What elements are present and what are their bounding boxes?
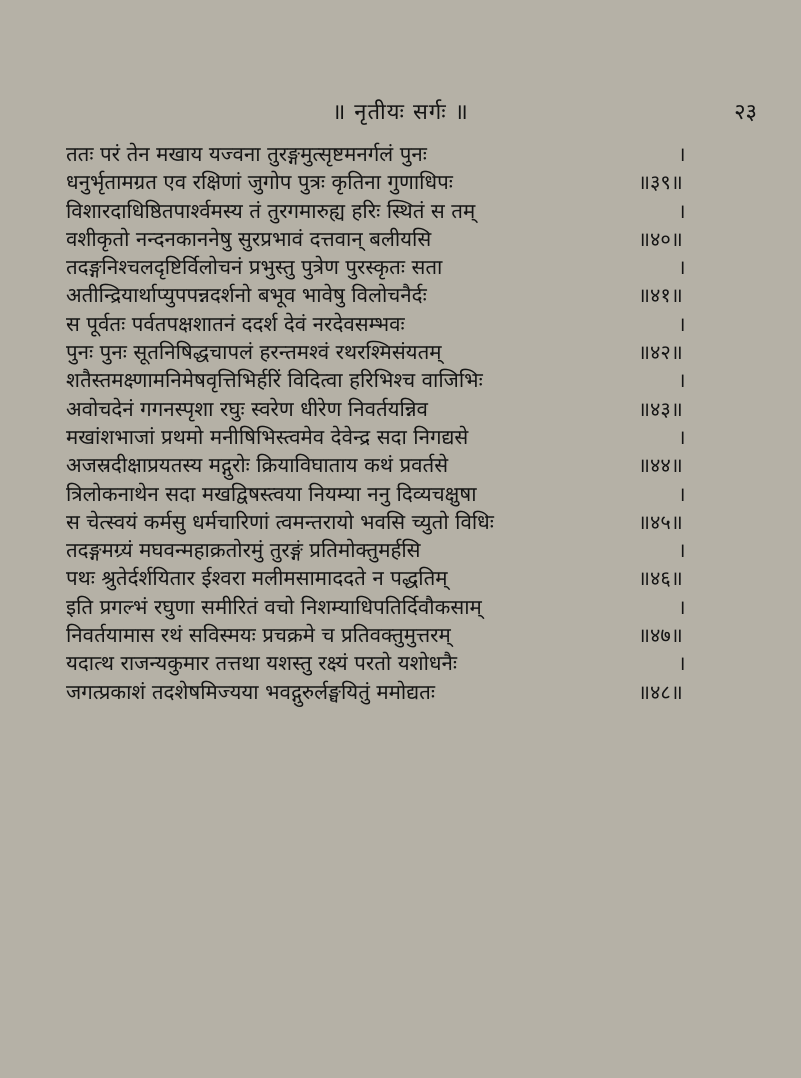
verse-text: अतीन्द्रियार्थाप्युपपन्नदर्शनो बभूव भावेषु विलोचनैर्दः bbox=[66, 283, 427, 308]
verse-line bbox=[66, 253, 756, 281]
verse-text: तदङ्गनिश्चलदृष्टिर्विलोचनं प्रभुस्तु पुत्रेण पुरस्कृतः सता bbox=[66, 255, 443, 280]
verse-number: ॥३९॥ bbox=[638, 170, 683, 195]
verse-text: स चेत्स्वयं कर्मसु धर्मचारिणां त्वमन्तरायो भवसि च्युतो विधिः bbox=[66, 509, 494, 534]
half-verse-mark: । bbox=[678, 311, 686, 336]
verse-number: ॥४१॥ bbox=[638, 283, 683, 308]
verse-text: शतैस्तमक्ष्णामनिमेषवृत्तिभिर्हरिं विदित्वा हरिभिश्च वाजिभिः bbox=[66, 368, 483, 393]
verse-line bbox=[66, 281, 756, 309]
verse-line bbox=[66, 480, 756, 508]
verse-line bbox=[66, 140, 756, 168]
verse-number: ॥४७॥ bbox=[638, 623, 683, 648]
verse-text: ततः परं तेन मखाय यज्वना तुरङ्गमुत्सृष्टमनर्गलं पुनः bbox=[66, 142, 427, 166]
half-verse-mark: । bbox=[678, 368, 686, 393]
half-verse-mark: । bbox=[678, 255, 686, 280]
verse-number: ॥४८॥ bbox=[638, 679, 683, 704]
verse-text: स पूर्वतः पर्वतपक्षशातनं ददर्श देवं नरदेवसम्भवः bbox=[66, 311, 405, 336]
half-verse-mark: । bbox=[678, 481, 686, 506]
verse-line bbox=[66, 338, 756, 366]
half-verse-mark: । bbox=[678, 594, 686, 619]
verse-line bbox=[66, 423, 756, 451]
running-title: ॥ नृतीयः सर्गः ॥ bbox=[332, 100, 469, 125]
verse-line bbox=[66, 366, 756, 394]
verse-text: पथः श्रुतेर्दर्शयितार ईश्वरा मलीमसामाददते न पद्धतिम् bbox=[66, 566, 448, 591]
verse-line bbox=[66, 678, 756, 706]
half-verse-mark: । bbox=[678, 142, 686, 166]
half-verse-mark: । bbox=[678, 651, 686, 676]
verse-text: निवर्तयामास रथं सविस्मयः प्रचक्रमे च प्रतिवक्तुमुत्तरम् bbox=[66, 623, 451, 648]
verse-number: ॥४०॥ bbox=[638, 226, 683, 251]
verse-number: ॥४४॥ bbox=[638, 453, 683, 478]
page-header bbox=[0, 96, 801, 128]
verse-text: विशारदाधिष्ठितपार्श्वमस्य तं तुरगमारुह्य हरिः स्थितं स तम् bbox=[66, 198, 476, 223]
verse-text: यदात्थ राजन्यकुमार तत्तथा यशस्तु रक्ष्यं परतो यशोधनैः bbox=[66, 651, 458, 676]
verse-line bbox=[66, 168, 756, 196]
verse-number: ॥४३॥ bbox=[638, 396, 683, 421]
verse-number: ॥४२॥ bbox=[638, 340, 683, 365]
verse-text: धनुर्भृतामग्रत एव रक्षिणां जुगोप पुत्रः कृतिना गुणाधिपः bbox=[66, 170, 453, 195]
page-number: २३ bbox=[734, 100, 757, 125]
verse-number: ॥४६॥ bbox=[638, 566, 683, 591]
verse-text: अवोचदेनं गगनस्पृशा रघुः स्वरेण धीरेण निवर्तयन्निव bbox=[66, 396, 428, 421]
verse-line bbox=[66, 197, 756, 225]
verse-line bbox=[66, 621, 756, 649]
verse-line bbox=[66, 564, 756, 592]
verse-text: पुनः पुनः सूतनिषिद्धचापलं हरन्तमश्वं रथरश्मिसंयतम् bbox=[66, 340, 442, 365]
verse-line bbox=[66, 225, 756, 253]
verse-line bbox=[66, 395, 756, 423]
verse-line bbox=[66, 593, 756, 621]
verse-text: त्रिलोकनाथेन सदा मखद्विषस्त्वया नियम्या ननु दिव्यचक्षुषा bbox=[66, 481, 477, 506]
half-verse-mark: । bbox=[678, 538, 686, 563]
verse-number: ॥४५॥ bbox=[638, 509, 683, 534]
verse-block bbox=[66, 140, 756, 706]
verse-line bbox=[66, 536, 756, 564]
verse-text: अजस्रदीक्षाप्रयतस्य मद्गुरोः क्रियाविघाताय कथं प्रवर्तसे bbox=[66, 453, 449, 478]
verse-text: वशीकृतो नन्दनकाननेषु सुरप्रभावं दत्तवान् बलीयसि bbox=[66, 226, 432, 251]
verse-line bbox=[66, 508, 756, 536]
verse-line bbox=[66, 451, 756, 479]
verse-text: इति प्रगल्भं रघुणा समीरितं वचो निशम्याधिपतिर्दिवौकसाम् bbox=[66, 594, 482, 619]
verse-text: मखांशभाजां प्रथमो मनीषिभिस्त्वमेव देवेन्द्र सदा निगद्यसे bbox=[66, 424, 469, 449]
verse-line bbox=[66, 649, 756, 677]
half-verse-mark: । bbox=[678, 198, 686, 223]
verse-line bbox=[66, 310, 756, 338]
verse-text: तदङ्गमग्र्यं मघवन्महाक्रतोरमुं तुरङ्गं प्रतिमोक्तुमर्हसि bbox=[66, 538, 421, 563]
verse-text: जगत्प्रकाशं तदशेषमिज्यया भवद्गुरुर्लङ्घयितुं ममोद्यतः bbox=[66, 679, 435, 704]
half-verse-mark: । bbox=[678, 424, 686, 449]
